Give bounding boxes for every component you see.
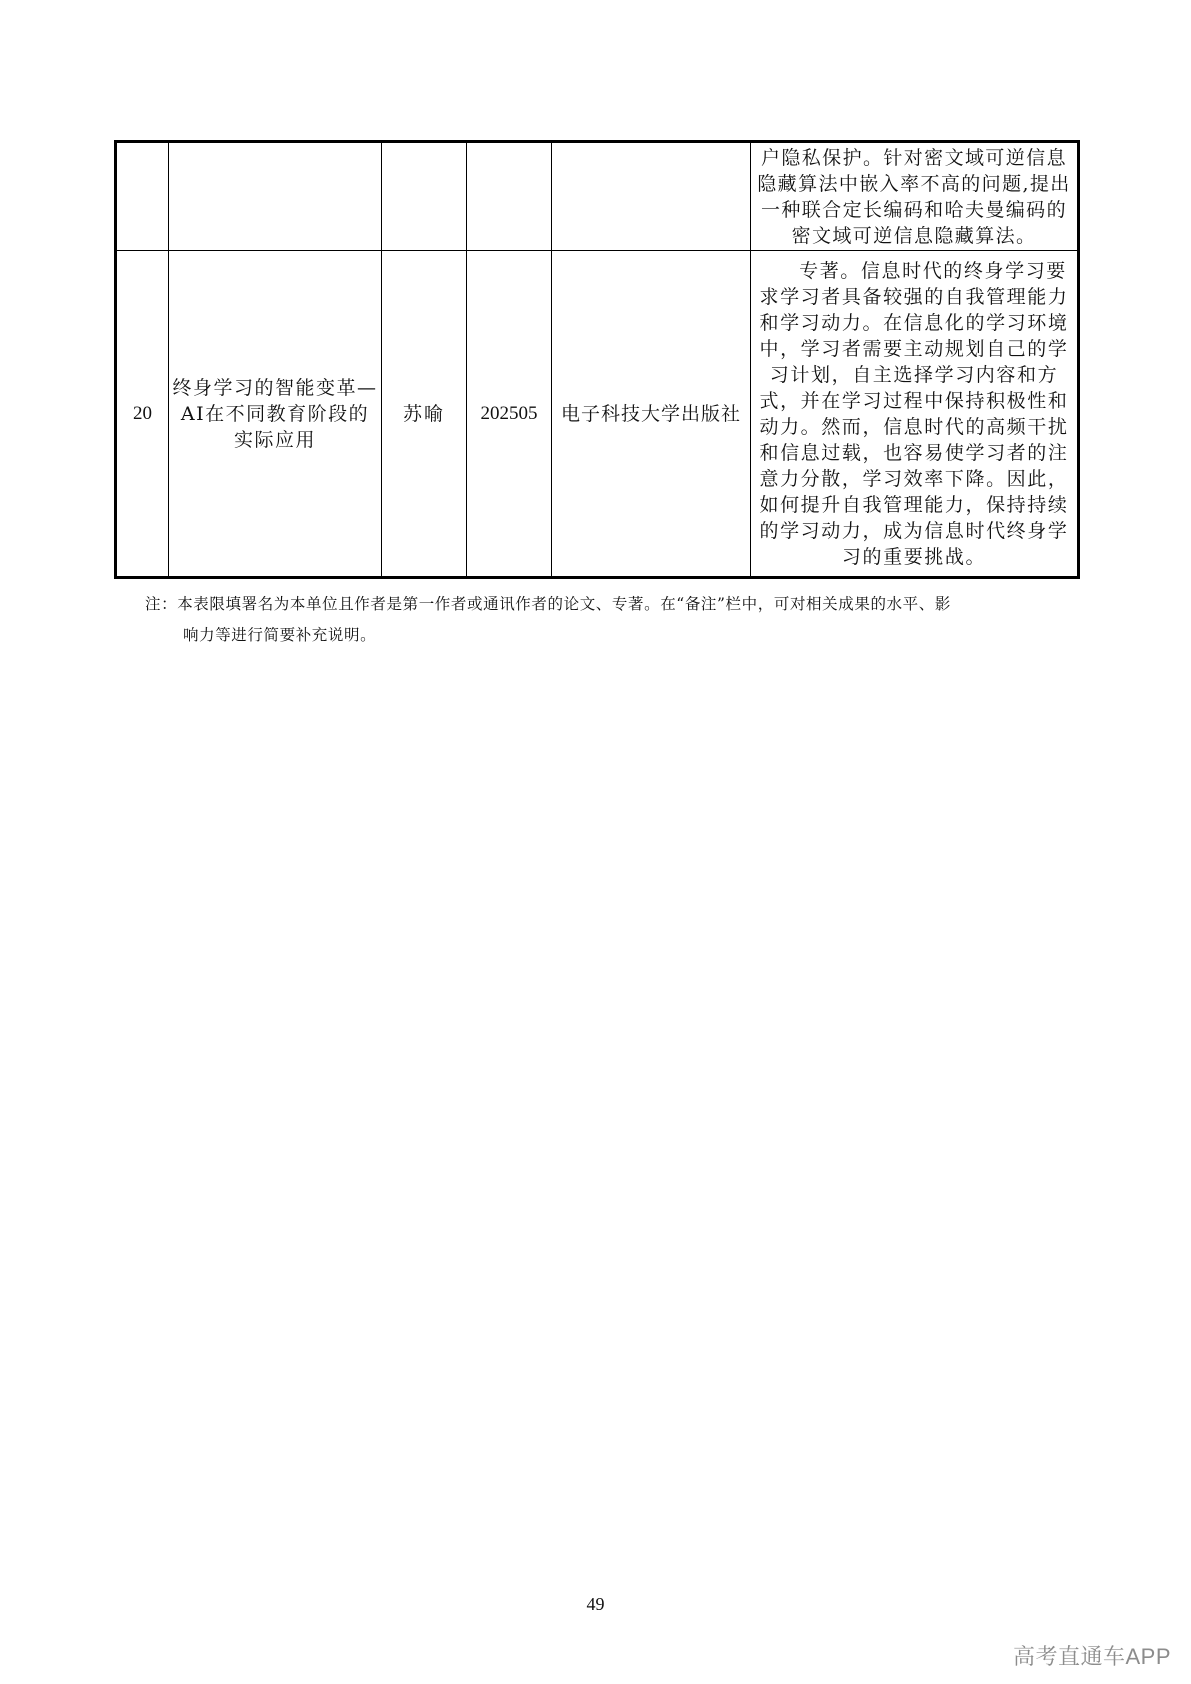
- achievements-table: [114, 140, 1080, 579]
- date-cell: [467, 142, 552, 251]
- watermark: 高考直通车APP: [1012, 1644, 1171, 1669]
- footnote-label: 注：: [145, 595, 178, 613]
- title-cell: [169, 251, 382, 578]
- index-cell: [116, 142, 169, 251]
- remark-cell: 户隐私保护。针对密文域可逆信息隐藏算法中嵌入率不高的问题,提出一种联合定长编码和哈夫曼编码的密文域可逆信息隐藏算法。: [751, 142, 1079, 251]
- title-line: 实际应用: [233, 428, 316, 451]
- date-cell: 202505: [467, 251, 552, 578]
- index-cell: 20: [116, 251, 169, 578]
- publisher-cell: 电子科技大学出版社: [552, 251, 751, 578]
- table-row: [116, 251, 1079, 578]
- author-cell: 苏喻: [382, 251, 467, 578]
- footnote-text-line: 本表限填署名为本单位且作者是第一作者或通讯作者的论文、专著。在“备注”栏中，可对相关成果的水平、影: [177, 595, 951, 613]
- title-cell: [169, 142, 382, 251]
- table-row-continued: [116, 142, 1079, 251]
- footnote-text-line: 响力等进行简要补充说明。: [183, 626, 377, 644]
- publisher-cell: [552, 142, 751, 251]
- remark-cell: 专著。信息时代的终身学习要求学习者具备较强的自我管理能力和学习动力。在信息化的学习环境中，学习者需要主动规划自己的学习计划，自主选择学习内容和方式，并在学习过程中保持积极性和动力。然而，信息时代的高频干扰和信息过载，也容易使学习者的注意力分散，学习效率下降。因此，如何提升自我管理能力，保持持续的学习动力，成为信息时代终身学习的重要挑战。: [751, 251, 1079, 578]
- page-number: 49: [586, 1594, 605, 1614]
- title-line: 终身学习的智能变革—: [172, 376, 378, 399]
- author-cell: [382, 142, 467, 251]
- title-line: AI在不同教育阶段的: [180, 402, 370, 425]
- table-footnote: [145, 589, 1080, 651]
